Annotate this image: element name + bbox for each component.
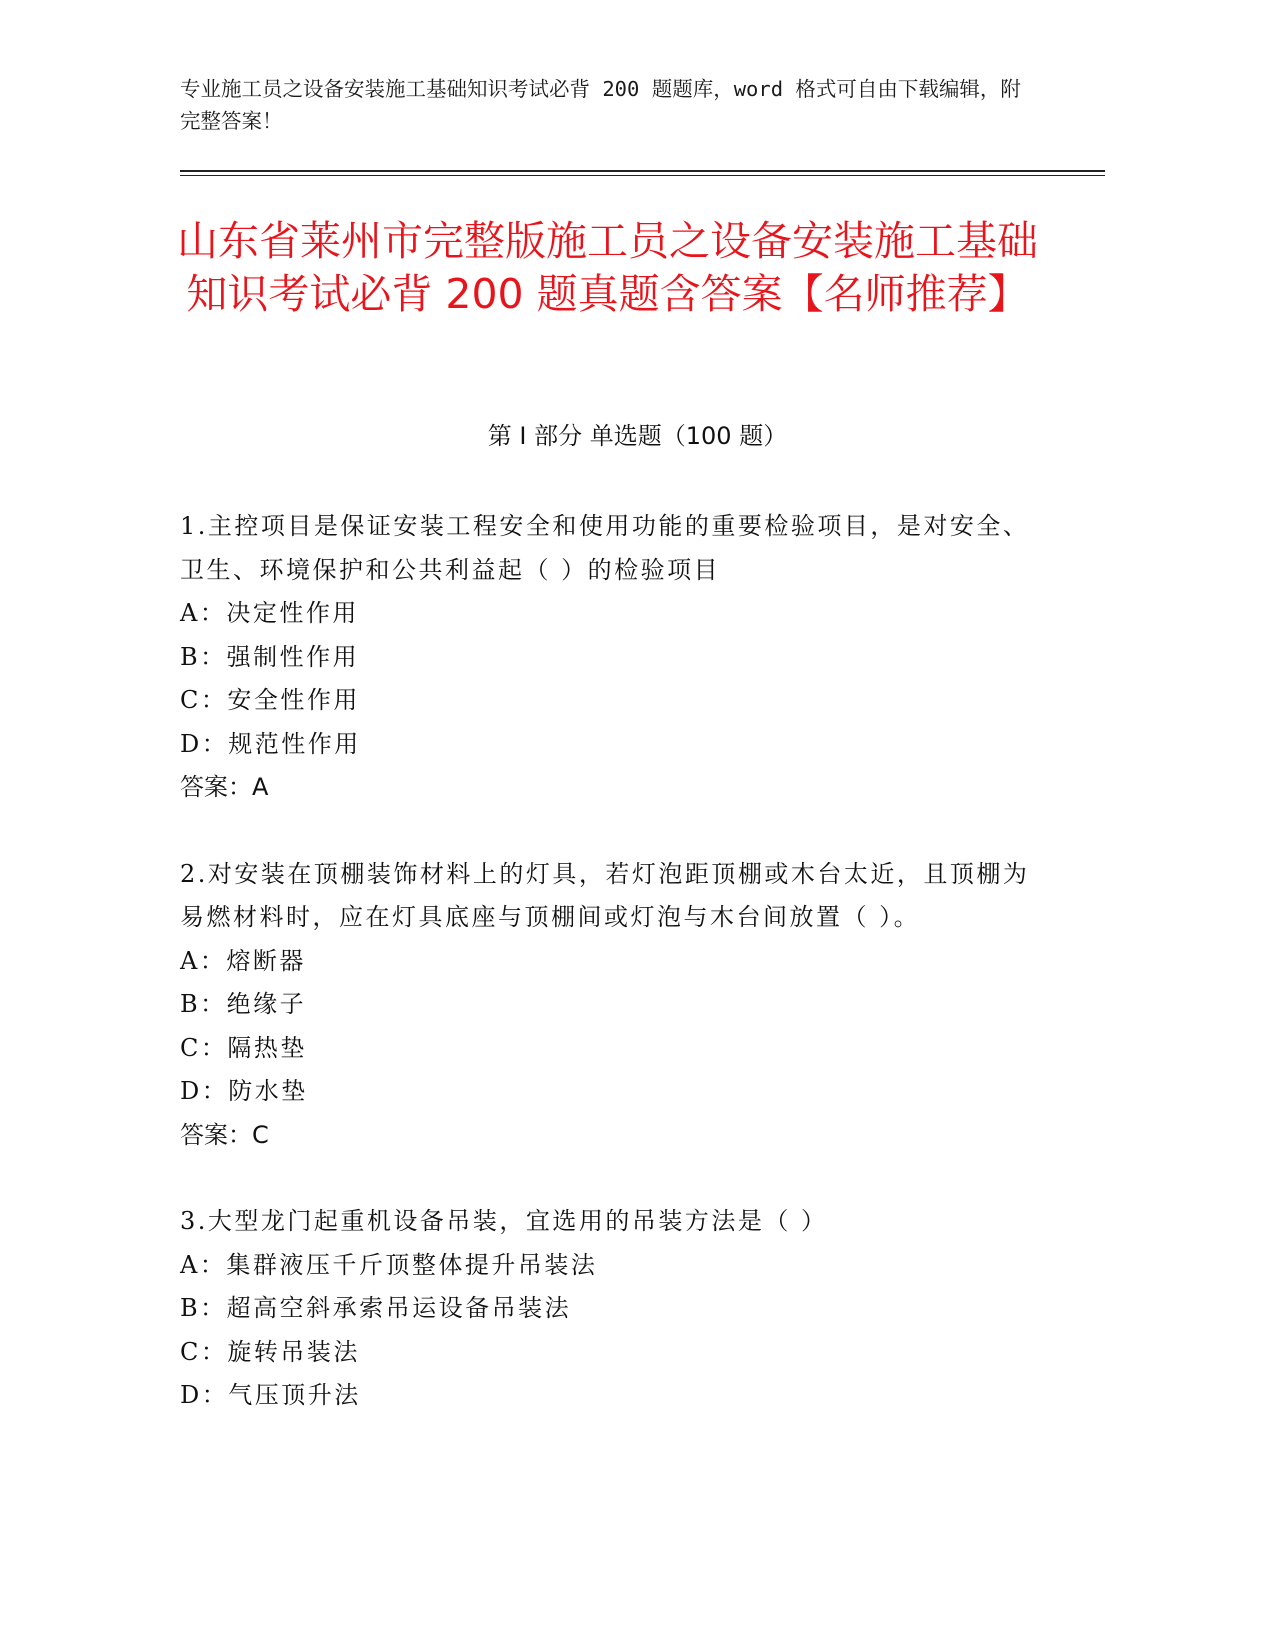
question-list [180,505,1040,1461]
header-note: 专业施工员之设备安装施工基础知识考试必背 200 题题库，word 格式可自由下载编辑，附完整答案！ [180,77,1021,133]
option-a: A：集群液压千斤顶整体提升吊装法 [180,1250,598,1279]
option-d: D：防水垫 [180,1077,308,1105]
document-title: 山东省莱州市完整版施工员之设备安装施工基础知识考试必背 200 题真题含答案【名师推荐】 [177,217,1038,318]
option-c: C：隔热垫 [180,1033,307,1062]
option-b: B：绝缘子 [180,990,307,1018]
header-divider-thick [180,170,1105,172]
option-d: D：气压顶升法 [180,1381,361,1409]
question-stem: 1.主控项目是保证安装工程安全和使用功能的重要检验项目，是对安全、卫生、环境保护和公共利益起（ ）的检验项目 [180,512,1030,584]
section-heading: 第 I 部分 单选题（100 题） [487,422,788,450]
option-b: B：强制性作用 [180,642,360,671]
question-1 [180,505,1040,810]
option-a: A：决定性作用 [180,599,359,627]
answer: 答案：C [180,1120,269,1149]
question-3 [180,1200,1040,1418]
option-d: D：规范性作用 [180,729,361,758]
header-divider-thin [180,175,1105,176]
option-c: C：安全性作用 [180,686,360,714]
answer: 答案：A [180,773,269,801]
question-stem: 3.大型龙门起重机设备吊装，宜选用的吊装方法是（ ） [180,1207,828,1235]
option-c: C：旋转吊装法 [180,1337,360,1366]
option-b: B：超高空斜承索吊运设备吊装法 [180,1294,572,1322]
option-a: A：熔断器 [180,946,306,975]
question-2 [180,853,1040,1158]
question-stem: 2.对安装在顶棚装饰材料上的灯具，若灯泡距顶棚或木台太近，且顶棚为易燃材料时，应在灯具底座与顶棚间或灯泡与木台间放置（ ）。 [180,859,1030,931]
